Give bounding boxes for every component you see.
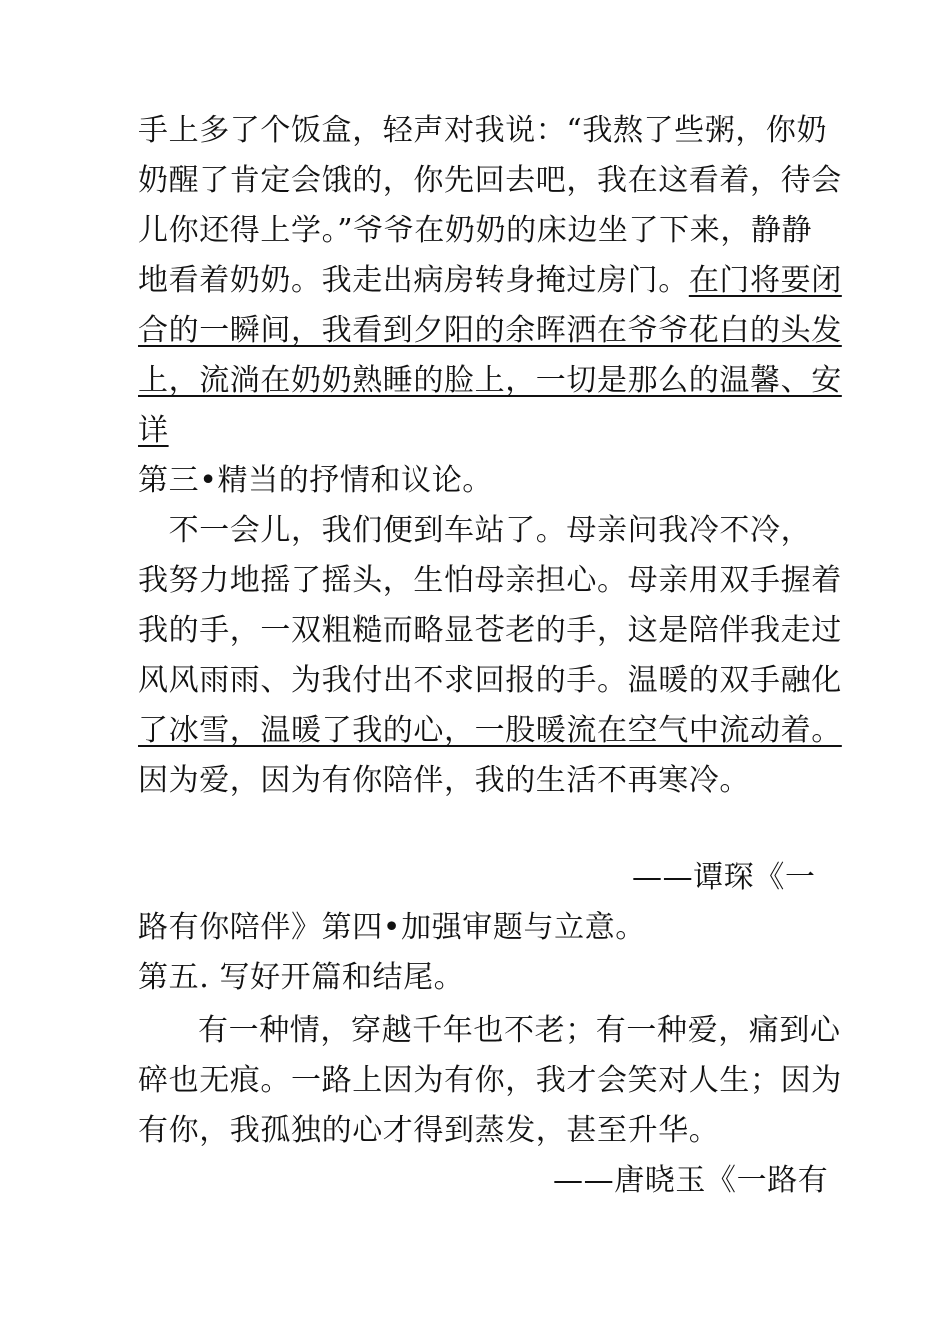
paragraph-line: 碎也无痕。一路上因为有你，我才会笑对人生；因为 <box>138 1063 842 1098</box>
paragraph-line: 因为爱，因为有你陪伴，我的生活不再寒冷。 <box>138 763 750 798</box>
underlined-text: 在门将要闭 <box>688 263 842 298</box>
underlined-text: 合的一瞬间，我看到夕阳的余晖洒在爷爷花白的头发 <box>138 313 842 348</box>
attribution-2: ——唐晓玉《一路有 <box>553 1163 829 1198</box>
underlined-text: 上，流淌在奶奶熟睡的脸上，一切是那么的温馨、安 <box>138 363 842 398</box>
paragraph-line <box>138 261 842 301</box>
paragraph-line <box>138 411 169 451</box>
paragraph-line: 儿你还得上学。”爷爷在奶奶的床边坐了下来，静静 <box>138 213 813 248</box>
attribution-1: ——谭琛《一 <box>632 860 816 895</box>
underlined-text: 了冰雪，温暖了我的心，一股暖流在空气中流动着。 <box>138 713 842 748</box>
paragraph-line <box>138 361 842 401</box>
section-heading-5: 第五. 写好开篇和结尾。 <box>138 960 465 995</box>
paragraph-line <box>138 311 842 351</box>
text-segment: 地看着奶奶。我走出病房转身掩过房门。 <box>138 263 689 298</box>
paragraph-line: 风风雨雨、为我付出不求回报的手。温暖的双手融化 <box>138 663 842 698</box>
paragraph-line: 手上多了个饭盒，轻声对我说：“我熬了些粥，你奶 <box>138 113 828 148</box>
underlined-text: 详 <box>138 413 169 448</box>
paragraph-line: 我的手，一双粗糙而略显苍老的手，这是陪伴我走过 <box>138 613 842 648</box>
paragraph-line <box>138 711 842 751</box>
paragraph-line: 奶醒了肯定会饿的，你先回去吧，我在这看着，待会 <box>138 163 842 198</box>
section-heading-3: 第三•精当的抒情和议论。 <box>138 463 493 498</box>
paragraph-line: 不一会儿，我们便到车站了。母亲问我冷不冷， <box>138 513 812 548</box>
paragraph-line: 有一种情，穿越千年也不老；有一种爱，痛到心 <box>198 1013 841 1048</box>
paragraph-line: 我努力地摇了摇头，生怕母亲担心。母亲用双手握着 <box>138 563 842 598</box>
paragraph-line: 有你，我孤独的心才得到蒸发，甚至升华。 <box>138 1113 720 1148</box>
section-heading-4: 路有你陪伴》第四•加强审题与立意。 <box>138 910 646 945</box>
